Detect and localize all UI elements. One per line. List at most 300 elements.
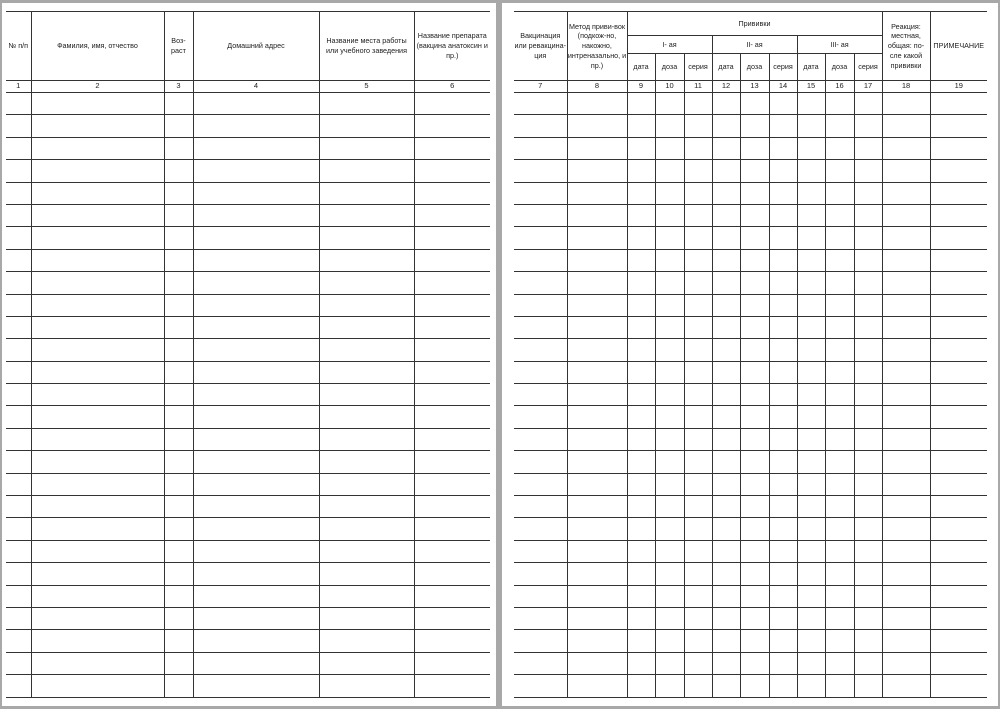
entry-cell[interactable]	[31, 473, 164, 495]
entry-cell[interactable]	[193, 496, 319, 518]
entry-cell[interactable]	[930, 204, 987, 226]
entry-cell[interactable]	[567, 137, 627, 159]
entry-cell[interactable]	[31, 182, 164, 204]
entry-cell[interactable]	[930, 249, 987, 271]
entry-cell[interactable]	[6, 227, 31, 249]
entry-cell[interactable]	[882, 272, 930, 294]
entry-cell[interactable]	[567, 563, 627, 585]
entry-cell[interactable]	[797, 496, 825, 518]
entry-cell[interactable]	[825, 518, 854, 540]
entry-cell[interactable]	[769, 115, 797, 137]
entry-cell[interactable]	[854, 115, 882, 137]
entry-cell[interactable]	[414, 316, 490, 338]
entry-cell[interactable]	[854, 652, 882, 674]
entry-cell[interactable]	[655, 137, 684, 159]
entry-cell[interactable]	[6, 93, 31, 115]
entry-cell[interactable]	[684, 294, 712, 316]
entry-cell[interactable]	[414, 428, 490, 450]
entry-cell[interactable]	[769, 652, 797, 674]
entry-cell[interactable]	[930, 339, 987, 361]
entry-cell[interactable]	[825, 93, 854, 115]
entry-cell[interactable]	[164, 294, 193, 316]
entry-cell[interactable]	[684, 160, 712, 182]
entry-cell[interactable]	[567, 473, 627, 495]
entry-cell[interactable]	[740, 272, 769, 294]
entry-cell[interactable]	[684, 272, 712, 294]
entry-cell[interactable]	[712, 339, 740, 361]
entry-cell[interactable]	[684, 137, 712, 159]
entry-cell[interactable]	[567, 428, 627, 450]
entry-cell[interactable]	[567, 182, 627, 204]
entry-cell[interactable]	[414, 272, 490, 294]
entry-cell[interactable]	[319, 160, 414, 182]
entry-cell[interactable]	[319, 361, 414, 383]
entry-cell[interactable]	[882, 406, 930, 428]
entry-cell[interactable]	[797, 93, 825, 115]
entry-cell[interactable]	[31, 428, 164, 450]
entry-cell[interactable]	[164, 675, 193, 697]
entry-cell[interactable]	[769, 518, 797, 540]
entry-cell[interactable]	[854, 563, 882, 585]
entry-cell[interactable]	[797, 160, 825, 182]
entry-cell[interactable]	[6, 137, 31, 159]
entry-cell[interactable]	[854, 473, 882, 495]
entry-cell[interactable]	[930, 160, 987, 182]
entry-cell[interactable]	[825, 563, 854, 585]
entry-cell[interactable]	[514, 652, 567, 674]
entry-cell[interactable]	[627, 384, 655, 406]
entry-cell[interactable]	[567, 204, 627, 226]
entry-cell[interactable]	[567, 361, 627, 383]
entry-cell[interactable]	[319, 428, 414, 450]
entry-cell[interactable]	[825, 384, 854, 406]
entry-cell[interactable]	[319, 496, 414, 518]
entry-cell[interactable]	[854, 518, 882, 540]
entry-cell[interactable]	[684, 93, 712, 115]
entry-cell[interactable]	[627, 339, 655, 361]
entry-cell[interactable]	[6, 630, 31, 652]
entry-cell[interactable]	[930, 316, 987, 338]
entry-cell[interactable]	[797, 406, 825, 428]
entry-cell[interactable]	[797, 361, 825, 383]
entry-cell[interactable]	[627, 675, 655, 697]
entry-cell[interactable]	[31, 249, 164, 271]
entry-cell[interactable]	[319, 93, 414, 115]
entry-cell[interactable]	[31, 451, 164, 473]
entry-cell[interactable]	[854, 540, 882, 562]
entry-cell[interactable]	[627, 93, 655, 115]
entry-cell[interactable]	[882, 137, 930, 159]
entry-cell[interactable]	[31, 384, 164, 406]
entry-cell[interactable]	[655, 160, 684, 182]
entry-cell[interactable]	[740, 607, 769, 629]
entry-cell[interactable]	[319, 675, 414, 697]
entry-cell[interactable]	[712, 540, 740, 562]
entry-cell[interactable]	[797, 607, 825, 629]
entry-cell[interactable]	[6, 294, 31, 316]
entry-cell[interactable]	[6, 361, 31, 383]
entry-cell[interactable]	[930, 607, 987, 629]
entry-cell[interactable]	[193, 473, 319, 495]
entry-cell[interactable]	[712, 160, 740, 182]
entry-cell[interactable]	[854, 249, 882, 271]
entry-cell[interactable]	[319, 182, 414, 204]
entry-cell[interactable]	[854, 384, 882, 406]
entry-cell[interactable]	[655, 406, 684, 428]
entry-cell[interactable]	[6, 518, 31, 540]
entry-cell[interactable]	[930, 137, 987, 159]
entry-cell[interactable]	[414, 607, 490, 629]
entry-cell[interactable]	[797, 339, 825, 361]
entry-cell[interactable]	[740, 540, 769, 562]
entry-cell[interactable]	[414, 182, 490, 204]
entry-cell[interactable]	[769, 406, 797, 428]
entry-cell[interactable]	[930, 361, 987, 383]
entry-cell[interactable]	[684, 361, 712, 383]
entry-cell[interactable]	[414, 563, 490, 585]
entry-cell[interactable]	[414, 540, 490, 562]
entry-cell[interactable]	[514, 182, 567, 204]
entry-cell[interactable]	[797, 115, 825, 137]
entry-cell[interactable]	[164, 428, 193, 450]
entry-cell[interactable]	[825, 540, 854, 562]
entry-cell[interactable]	[882, 182, 930, 204]
entry-cell[interactable]	[31, 227, 164, 249]
entry-cell[interactable]	[882, 339, 930, 361]
entry-cell[interactable]	[882, 496, 930, 518]
entry-cell[interactable]	[6, 607, 31, 629]
entry-cell[interactable]	[31, 652, 164, 674]
entry-cell[interactable]	[567, 294, 627, 316]
entry-cell[interactable]	[414, 339, 490, 361]
entry-cell[interactable]	[854, 496, 882, 518]
entry-cell[interactable]	[684, 227, 712, 249]
entry-cell[interactable]	[930, 518, 987, 540]
entry-cell[interactable]	[567, 115, 627, 137]
entry-cell[interactable]	[797, 204, 825, 226]
entry-cell[interactable]	[740, 496, 769, 518]
entry-cell[interactable]	[930, 384, 987, 406]
entry-cell[interactable]	[769, 160, 797, 182]
entry-cell[interactable]	[655, 204, 684, 226]
entry-cell[interactable]	[930, 630, 987, 652]
entry-cell[interactable]	[684, 540, 712, 562]
entry-cell[interactable]	[655, 585, 684, 607]
entry-cell[interactable]	[740, 518, 769, 540]
entry-cell[interactable]	[193, 115, 319, 137]
entry-cell[interactable]	[712, 272, 740, 294]
entry-cell[interactable]	[930, 406, 987, 428]
entry-cell[interactable]	[31, 496, 164, 518]
entry-cell[interactable]	[930, 585, 987, 607]
entry-cell[interactable]	[684, 518, 712, 540]
entry-cell[interactable]	[797, 675, 825, 697]
entry-cell[interactable]	[769, 316, 797, 338]
entry-cell[interactable]	[31, 137, 164, 159]
entry-cell[interactable]	[712, 451, 740, 473]
entry-cell[interactable]	[712, 384, 740, 406]
entry-cell[interactable]	[655, 272, 684, 294]
entry-cell[interactable]	[740, 115, 769, 137]
entry-cell[interactable]	[712, 137, 740, 159]
entry-cell[interactable]	[930, 115, 987, 137]
entry-cell[interactable]	[627, 406, 655, 428]
entry-cell[interactable]	[825, 675, 854, 697]
entry-cell[interactable]	[882, 361, 930, 383]
entry-cell[interactable]	[193, 428, 319, 450]
entry-cell[interactable]	[684, 339, 712, 361]
entry-cell[interactable]	[193, 451, 319, 473]
entry-cell[interactable]	[567, 585, 627, 607]
entry-cell[interactable]	[882, 652, 930, 674]
entry-cell[interactable]	[319, 518, 414, 540]
entry-cell[interactable]	[769, 428, 797, 450]
entry-cell[interactable]	[930, 496, 987, 518]
entry-cell[interactable]	[854, 451, 882, 473]
entry-cell[interactable]	[797, 137, 825, 159]
entry-cell[interactable]	[655, 115, 684, 137]
entry-cell[interactable]	[6, 406, 31, 428]
entry-cell[interactable]	[514, 451, 567, 473]
entry-cell[interactable]	[6, 160, 31, 182]
entry-cell[interactable]	[164, 115, 193, 137]
entry-cell[interactable]	[414, 294, 490, 316]
entry-cell[interactable]	[797, 473, 825, 495]
entry-cell[interactable]	[854, 428, 882, 450]
entry-cell[interactable]	[627, 540, 655, 562]
entry-cell[interactable]	[854, 675, 882, 697]
entry-cell[interactable]	[930, 227, 987, 249]
entry-cell[interactable]	[567, 630, 627, 652]
entry-cell[interactable]	[854, 294, 882, 316]
entry-cell[interactable]	[882, 115, 930, 137]
entry-cell[interactable]	[740, 585, 769, 607]
entry-cell[interactable]	[712, 496, 740, 518]
entry-cell[interactable]	[514, 518, 567, 540]
entry-cell[interactable]	[797, 316, 825, 338]
entry-cell[interactable]	[193, 630, 319, 652]
entry-cell[interactable]	[740, 249, 769, 271]
entry-cell[interactable]	[655, 563, 684, 585]
entry-cell[interactable]	[854, 585, 882, 607]
entry-cell[interactable]	[414, 473, 490, 495]
entry-cell[interactable]	[627, 607, 655, 629]
entry-cell[interactable]	[627, 428, 655, 450]
entry-cell[interactable]	[514, 294, 567, 316]
entry-cell[interactable]	[567, 652, 627, 674]
entry-cell[interactable]	[567, 406, 627, 428]
entry-cell[interactable]	[854, 316, 882, 338]
entry-cell[interactable]	[712, 563, 740, 585]
entry-cell[interactable]	[193, 675, 319, 697]
entry-cell[interactable]	[825, 227, 854, 249]
entry-cell[interactable]	[164, 249, 193, 271]
entry-cell[interactable]	[740, 294, 769, 316]
entry-cell[interactable]	[627, 451, 655, 473]
entry-cell[interactable]	[514, 137, 567, 159]
entry-cell[interactable]	[712, 361, 740, 383]
entry-cell[interactable]	[6, 316, 31, 338]
entry-cell[interactable]	[882, 294, 930, 316]
entry-cell[interactable]	[319, 249, 414, 271]
entry-cell[interactable]	[627, 115, 655, 137]
entry-cell[interactable]	[193, 518, 319, 540]
entry-cell[interactable]	[769, 137, 797, 159]
entry-cell[interactable]	[797, 227, 825, 249]
entry-cell[interactable]	[514, 540, 567, 562]
entry-cell[interactable]	[319, 451, 414, 473]
entry-cell[interactable]	[740, 137, 769, 159]
entry-cell[interactable]	[769, 563, 797, 585]
entry-cell[interactable]	[193, 607, 319, 629]
entry-cell[interactable]	[712, 428, 740, 450]
entry-cell[interactable]	[319, 115, 414, 137]
entry-cell[interactable]	[712, 518, 740, 540]
entry-cell[interactable]	[31, 607, 164, 629]
entry-cell[interactable]	[684, 316, 712, 338]
entry-cell[interactable]	[854, 160, 882, 182]
entry-cell[interactable]	[31, 518, 164, 540]
entry-cell[interactable]	[655, 384, 684, 406]
entry-cell[interactable]	[627, 316, 655, 338]
entry-cell[interactable]	[193, 540, 319, 562]
entry-cell[interactable]	[193, 339, 319, 361]
entry-cell[interactable]	[6, 652, 31, 674]
entry-cell[interactable]	[740, 473, 769, 495]
entry-cell[interactable]	[825, 339, 854, 361]
entry-cell[interactable]	[825, 294, 854, 316]
entry-cell[interactable]	[769, 607, 797, 629]
entry-cell[interactable]	[740, 93, 769, 115]
entry-cell[interactable]	[627, 585, 655, 607]
entry-cell[interactable]	[414, 652, 490, 674]
entry-cell[interactable]	[319, 272, 414, 294]
entry-cell[interactable]	[825, 451, 854, 473]
entry-cell[interactable]	[712, 652, 740, 674]
entry-cell[interactable]	[684, 204, 712, 226]
entry-cell[interactable]	[193, 563, 319, 585]
entry-cell[interactable]	[769, 473, 797, 495]
entry-cell[interactable]	[31, 585, 164, 607]
entry-cell[interactable]	[797, 182, 825, 204]
entry-cell[interactable]	[769, 384, 797, 406]
entry-cell[interactable]	[825, 585, 854, 607]
entry-cell[interactable]	[164, 630, 193, 652]
entry-cell[interactable]	[655, 675, 684, 697]
entry-cell[interactable]	[655, 518, 684, 540]
entry-cell[interactable]	[414, 204, 490, 226]
entry-cell[interactable]	[797, 451, 825, 473]
entry-cell[interactable]	[514, 204, 567, 226]
entry-cell[interactable]	[627, 518, 655, 540]
entry-cell[interactable]	[684, 115, 712, 137]
entry-cell[interactable]	[712, 294, 740, 316]
entry-cell[interactable]	[567, 675, 627, 697]
entry-cell[interactable]	[655, 540, 684, 562]
entry-cell[interactable]	[514, 93, 567, 115]
entry-cell[interactable]	[514, 384, 567, 406]
entry-cell[interactable]	[712, 227, 740, 249]
entry-cell[interactable]	[567, 540, 627, 562]
entry-cell[interactable]	[627, 204, 655, 226]
entry-cell[interactable]	[769, 204, 797, 226]
entry-cell[interactable]	[514, 316, 567, 338]
entry-cell[interactable]	[164, 93, 193, 115]
entry-cell[interactable]	[655, 428, 684, 450]
entry-cell[interactable]	[655, 339, 684, 361]
entry-cell[interactable]	[567, 227, 627, 249]
entry-cell[interactable]	[567, 339, 627, 361]
entry-cell[interactable]	[627, 160, 655, 182]
entry-cell[interactable]	[414, 249, 490, 271]
entry-cell[interactable]	[627, 630, 655, 652]
entry-cell[interactable]	[319, 473, 414, 495]
entry-cell[interactable]	[31, 204, 164, 226]
entry-cell[interactable]	[6, 563, 31, 585]
entry-cell[interactable]	[627, 137, 655, 159]
entry-cell[interactable]	[655, 630, 684, 652]
entry-cell[interactable]	[627, 496, 655, 518]
entry-cell[interactable]	[164, 316, 193, 338]
entry-cell[interactable]	[31, 294, 164, 316]
entry-cell[interactable]	[193, 585, 319, 607]
entry-cell[interactable]	[514, 272, 567, 294]
entry-cell[interactable]	[854, 204, 882, 226]
entry-cell[interactable]	[319, 204, 414, 226]
entry-cell[interactable]	[414, 384, 490, 406]
entry-cell[interactable]	[193, 316, 319, 338]
entry-cell[interactable]	[164, 652, 193, 674]
entry-cell[interactable]	[769, 585, 797, 607]
entry-cell[interactable]	[193, 182, 319, 204]
entry-cell[interactable]	[193, 227, 319, 249]
entry-cell[interactable]	[514, 227, 567, 249]
entry-cell[interactable]	[825, 316, 854, 338]
entry-cell[interactable]	[825, 160, 854, 182]
entry-cell[interactable]	[882, 451, 930, 473]
entry-cell[interactable]	[164, 384, 193, 406]
entry-cell[interactable]	[684, 428, 712, 450]
entry-cell[interactable]	[712, 406, 740, 428]
entry-cell[interactable]	[797, 294, 825, 316]
entry-cell[interactable]	[825, 204, 854, 226]
entry-cell[interactable]	[414, 585, 490, 607]
entry-cell[interactable]	[930, 294, 987, 316]
entry-cell[interactable]	[6, 384, 31, 406]
entry-cell[interactable]	[684, 652, 712, 674]
entry-cell[interactable]	[797, 652, 825, 674]
entry-cell[interactable]	[769, 93, 797, 115]
entry-cell[interactable]	[514, 361, 567, 383]
entry-cell[interactable]	[319, 540, 414, 562]
entry-cell[interactable]	[164, 182, 193, 204]
entry-cell[interactable]	[627, 652, 655, 674]
entry-cell[interactable]	[882, 428, 930, 450]
entry-cell[interactable]	[854, 607, 882, 629]
entry-cell[interactable]	[514, 160, 567, 182]
entry-cell[interactable]	[6, 249, 31, 271]
entry-cell[interactable]	[930, 451, 987, 473]
entry-cell[interactable]	[319, 316, 414, 338]
entry-cell[interactable]	[627, 473, 655, 495]
entry-cell[interactable]	[164, 496, 193, 518]
entry-cell[interactable]	[627, 563, 655, 585]
entry-cell[interactable]	[414, 630, 490, 652]
entry-cell[interactable]	[514, 115, 567, 137]
entry-cell[interactable]	[319, 585, 414, 607]
entry-cell[interactable]	[712, 93, 740, 115]
entry-cell[interactable]	[882, 630, 930, 652]
